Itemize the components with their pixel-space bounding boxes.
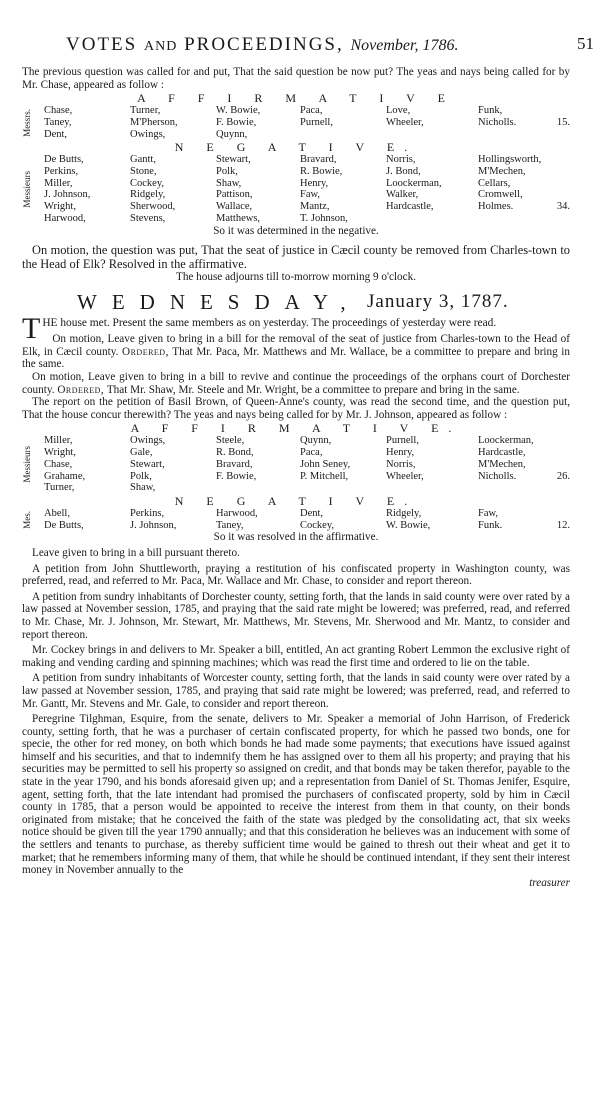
member-name: Wheeler, [386,470,424,482]
member-name: Owings, [130,128,166,140]
member-name: Ridgely, [386,507,422,519]
member-name: Chase, [44,105,73,117]
member-name: M'Mechen, [478,166,526,177]
document-page [22,34,594,889]
member-name: Gale, [130,447,153,459]
member-name: Bravard, [216,458,253,470]
member-name: Wallace, [216,201,253,213]
drop-cap: T [22,311,41,345]
day-heading-date: January 3, 1787. [367,290,509,312]
member-name: Cromwell, [478,189,523,201]
member-name: Henry, [300,177,329,189]
member-name: P. Mitchell, [300,470,349,482]
vote-side-label: Messieurs [22,446,32,483]
member-name: Polk, [216,166,238,177]
member-name: Stewart, [130,458,165,470]
member-name [300,482,386,494]
member-name [478,213,542,225]
vote1-negative-heading: N E G A T I V E. [174,140,418,155]
member-name: Polk, [130,470,152,482]
paragraph-motion-seat: On motion, the question was put, That the seat of justice in Cæcil county be removed from Charles-town to the Head of Elk? Resolved in the affirmative. [22,243,570,272]
member-name: Cockey, [130,177,165,189]
vote-side-label: Messrs. [22,108,32,137]
member-name: Purnell, [300,116,333,128]
paragraph-dorchester: A petition from sundry inhabitants of Dorchester county, setting forth, that the lands in said county were over rated by a law passed at November session, 1785, and praying that the said rate might be lowered; was preferred, read, and referred to Mr. Chase, Mr. J. Johnson, Mr. Stewart, Mr. Matthews, Mr. Stevens, Mr. Sherwood and Mr. Mantz, to consider and report thereon. [22,590,570,641]
member-name: Wheeler, [386,116,424,128]
member-name: W. Bowie, [386,519,431,531]
paragraph-shuttleworth: A petition from John Shuttleworth, praying a restitution of his confiscated property in Washington county, was preferred, read, and referred to Mr. Paca, Mr. Wallace and Mr. Chase, to consider and report thereon. [22,562,570,588]
member-name: Abell, [44,507,70,519]
member-name: M'Pherson, [130,116,178,128]
member-name [478,482,542,494]
member-name: Nicholls. [478,116,517,128]
vote-count: 12. [556,519,570,531]
paragraph-tilghman: Peregrine Tilghman, Esquire, from the senate, delivers to Mr. Speaker a memorial of John Harrison, of Frederick county, setting forth, that he was a purchaser of certain confiscated property, for which he passed two bonds, one for specie, the other for red money, on both which bonds he had made some payments; that executions have issued against himself and his securities, and that to indemnify them he has assigned over to them all his property; and praying that his securities may be permitted to sell his property so assigned on credit, and that bonds may be taken therefor, payable to the state in the year 1790, and his bonds aforesaid given up; and a representation from Daniel of St. Thomas Jenifer, Esquire, agent, setting forth, that the late intendant had promised the purchasers of confiscated property, sold by him in Cæcil county in 1785, that a person would be appointed to receive the interest from them in that county, on their bonds originated from mistake; that he conceived the faith of the state was pledged by the consolidating act, that six weeks notice should be given till the year 1790 annually; and that this consideration he believes was an inducement with some of the settlers and tenants to purchase, as thereby sufficient time would be gained to thresh out their wheat and get it to market; that he remembers informing many of them, that while he should be continued intendant, if they sent their interest money in November annually to the [22,713,570,877]
paragraph-cockey: Mr. Cockey brings in and delivers to Mr. Speaker a bill, entitled, An act granting Robert Lemmon the exclusive right of making and vending carding and spinning machines; which was read the first time and ordered to lie on the table. [22,644,570,669]
member-name: Paca, [300,105,323,117]
vote2-result: So it was resolved in the affirmative. [213,531,379,544]
member-name: Chase, [44,458,73,470]
paragraph-worcester: A petition from sundry inhabitants of Worcester county, setting forth, that the lands in said county were over rated by a law passed at November session, 1785, and praying that said rate might be lowered; was preferred, read, and referred to Mr. Gantt, Mr. Stevens and Mr. Gale, to consider and report thereon. [22,672,570,710]
member-name [300,129,386,141]
member-name [478,129,542,141]
member-name [386,213,478,225]
member-name: Stevens, [130,212,166,224]
member-name: Stone, [130,166,157,177]
paragraph-previous-question: The previous question was called for and put, That the said question be now put? The yeas and nays being called for by Mr. Chase, appeared as follow : [22,66,570,91]
member-name: Hardcastle, [386,201,434,213]
member-name: Love, [386,105,411,117]
member-name: Paca, [300,447,323,459]
vote2-negative-list [22,508,570,531]
member-name: Taney, [44,116,72,128]
member-name [386,482,478,494]
member-name: J. Bond, [386,166,421,177]
member-name: Turner, [130,105,161,117]
member-name: R. Bond, [216,447,254,459]
member-name: Matthews, [216,212,261,224]
member-name: Hardcastle, [478,447,526,459]
member-name: Funk, [478,105,503,117]
vote-count: 34. [556,201,570,213]
member-name: F. Bowie, [216,116,257,128]
member-name: Wright, [44,201,76,213]
running-header [22,34,594,58]
vote-count: 26. [556,470,570,482]
member-name: Cellars, [478,177,511,189]
header-title: VOTES AND PROCEEDINGS, November, 1786. [66,34,459,55]
vote-side-label: Mes. [22,510,32,529]
member-name: Miller, [44,435,73,447]
member-name [216,482,300,494]
member-name: Loockerman, [478,435,534,447]
member-name: John Seney, [300,458,351,470]
vote1-result: So it was determined in the negative. [213,224,379,237]
member-name: J. Johnson, [44,189,91,201]
member-name: Holmes. [478,201,514,213]
member-name: R. Bowie, [300,166,343,177]
member-name: F. Bowie, [216,470,257,482]
member-name: Perkins, [44,166,79,177]
adjournment-notice: The house adjourns till to-morrow morning 9 o'clock. [175,271,417,284]
member-name: Henry, [386,447,415,459]
member-name: Funk. [478,519,503,531]
member-name: Miller, [44,177,73,189]
member-name: Shaw, [216,177,242,189]
paragraph-house-met: THE house met. Present the same members as on yesterday. The proceedings of yesterday were read. [22,311,497,345]
member-name: Nicholls. [478,470,517,482]
vote1-negative-list [22,154,570,224]
member-name: Mantz, [300,201,330,213]
member-name: Harwood, [44,212,86,224]
paragraph-basil-brown: The report on the petition of Basil Brown, of Queen-Anne's county, was read the second time, and the question put, That the house concur therewith? The yeas and nays being called for by Mr. J. Johnson, appeared as follow : [22,396,570,421]
member-name: J. Johnson, [130,519,177,531]
vote1-affirmative-list [22,105,570,140]
member-name: Purnell, [386,435,419,447]
member-name: Norris, [386,154,416,166]
member-name: Faw, [478,507,499,519]
member-name: Loockerman, [386,177,442,189]
member-name: Ridgely, [130,189,166,201]
member-name: De Butts, [44,519,84,531]
member-name: Pattison, [216,189,253,201]
paragraph-orphans-court: On motion, Leave given to bring in a bill to revive and continue the proceedings of the orphans court of Dorchester county. Ordered, That Mr. Shaw, Mr. Steele and Mr. Wright, be a committee to prepare and bring in the same. [22,371,570,396]
member-name: Grahame, [44,470,86,482]
vote2-negative-heading: N E G A T I V E. [174,493,418,508]
member-name: Norris, [386,458,416,470]
member-name: Steele, [216,435,245,447]
member-name: Quynn, [216,128,248,140]
member-name: Stewart, [216,154,251,166]
member-name: Quynn, [300,435,332,447]
member-name: Taney, [216,519,244,531]
member-name: Gantt, [130,154,156,166]
member-name: Hollingsworth, [478,154,542,166]
member-name: Dent, [44,128,68,140]
member-name: Shaw, [130,482,156,494]
member-name: W. Bowie, [216,105,261,117]
catchword: treasurer [529,876,570,889]
member-name: Dent, [300,507,324,519]
vote-count: 15. [556,116,570,128]
member-name: Sherwood, [130,201,176,213]
member-name: Harwood, [216,507,258,519]
member-name: M'Mechen, [478,458,526,470]
paragraph-leave-bill: Leave given to bring in a bill pursuant thereto. [32,546,240,559]
vote1-affirmative-heading: A F F I R M A T I V E [137,91,455,106]
member-name: Faw, [300,189,321,201]
day-heading [22,290,570,317]
member-name: Perkins, [130,507,165,519]
member-name: Owings, [130,435,166,447]
page-number: 51 [577,34,594,53]
paragraph-leave-seat: On motion, Leave given to bring in a bill for the removal of the seat of justice from Charles-town to the Head of Elk, in Cæcil county. Ordered, That Mr. Paca, Mr. Matthews and Mr. Wallace, be a committee to prepare and bring in the same. [22,333,570,371]
member-name: Turner, [44,482,75,494]
member-name: Cockey, [300,519,335,531]
member-name [386,129,478,141]
member-name: Bravard, [300,154,337,166]
vote-side-label: Messieurs [22,171,32,208]
member-name: Walker, [386,189,419,201]
vote2-affirmative-heading: A F F I R M A T I V E. [130,421,462,436]
vote2-affirmative-list [22,435,570,494]
member-name: T. Johnson, [300,212,348,224]
member-name: Wright, [44,447,76,459]
day-heading-word: WEDNESDAY, [77,289,361,314]
member-name: De Butts, [44,154,84,166]
